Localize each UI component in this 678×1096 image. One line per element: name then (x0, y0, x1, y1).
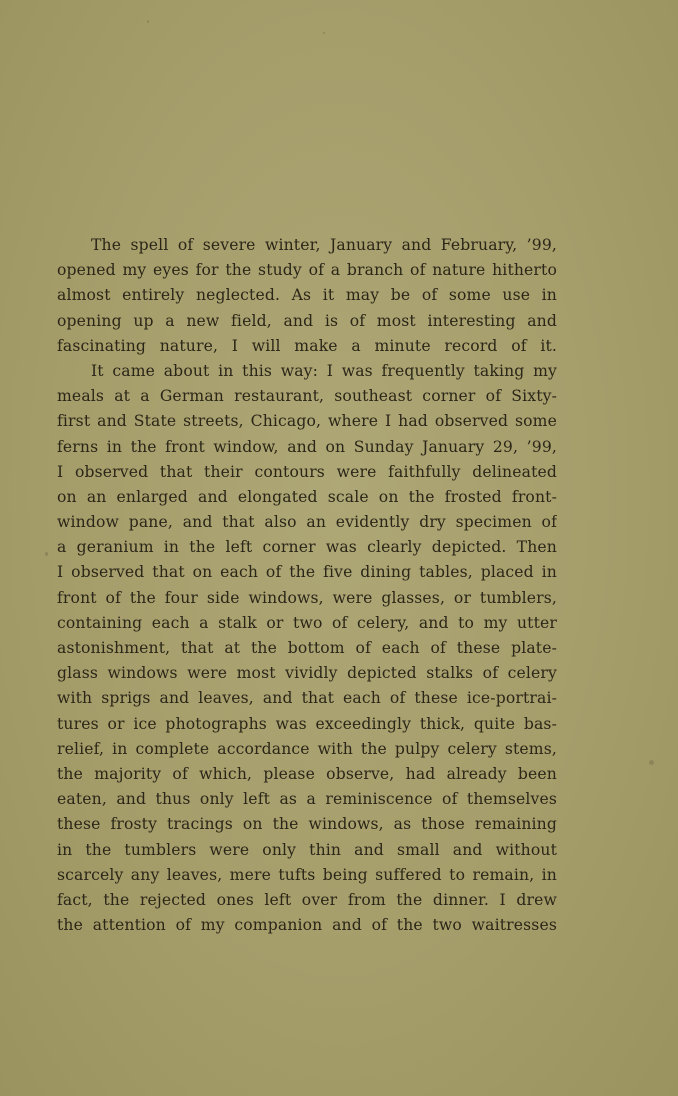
text-line: the majority of which, please observe, had already been (57, 764, 557, 783)
text-line: with sprigs and leaves, and that each of these ice-portrai- (57, 689, 557, 708)
text-line: scarcely any leaves, mere tufts being suffered to remain, in (57, 865, 557, 884)
paper-speck (147, 20, 149, 23)
paper-speck (45, 552, 48, 556)
text-line: the attention of my companion and of the two waitresses (57, 916, 557, 935)
text-line: astonishment, that at the bottom of each of these plate- (57, 639, 557, 657)
body-text (57, 233, 557, 938)
paper-speck (649, 760, 654, 765)
text-line: a geranium in the left corner was clearly depicted. Then (57, 538, 557, 557)
text-line: eaten, and thus only left as a reminiscence of themselves (57, 790, 557, 809)
text-line: It came about in this way: I was frequently taking my (91, 361, 557, 380)
text-line: opened my eyes for the study of a branch of nature hitherto (57, 261, 557, 280)
text-line: opening up a new field, and is of most interesting and (57, 311, 557, 330)
text-line: ferns in the front window, and on Sunday January 29, ’99, (57, 437, 557, 456)
text-line: relief, in complete accordance with the pulpy celery stems, (57, 739, 557, 758)
text-line: in the tumblers were only thin and small and without (57, 840, 557, 859)
paper-speck (323, 32, 325, 34)
text-line: fascinating nature, I will make a minute record of it. (57, 336, 557, 355)
text-line: first and State streets, Chicago, where I had observed some (57, 412, 557, 431)
text-line: fact, the rejected ones left over from the dinner. I drew (57, 890, 557, 909)
text-line: glass windows were most vividly depicted stalks of celery (57, 664, 557, 683)
text-line: tures or ice photographs was exceedingly thick, quite bas- (57, 714, 557, 733)
text-line: containing each a stalk or two of celery, and to my utter (57, 613, 557, 632)
text-line: I observed that on each of the five dining tables, placed in (57, 563, 557, 582)
text-line: I observed that their contours were faithfully delineated (57, 462, 557, 481)
text-line: these frosty tracings on the windows, as those remaining (57, 815, 557, 834)
text-line: window pane, and that also an evidently dry specimen of (57, 513, 557, 532)
text-line: front of the four side windows, were glasses, or tumblers, (57, 588, 557, 607)
text-line: on an enlarged and elongated scale on the frosted front- (57, 487, 557, 506)
text-line: almost entirely neglected. As it may be of some use in (57, 286, 557, 305)
text-line: The spell of severe winter, January and February, ’99, (91, 236, 557, 254)
text-line: meals at a German restaurant, southeast corner of Sixty- (57, 387, 557, 406)
